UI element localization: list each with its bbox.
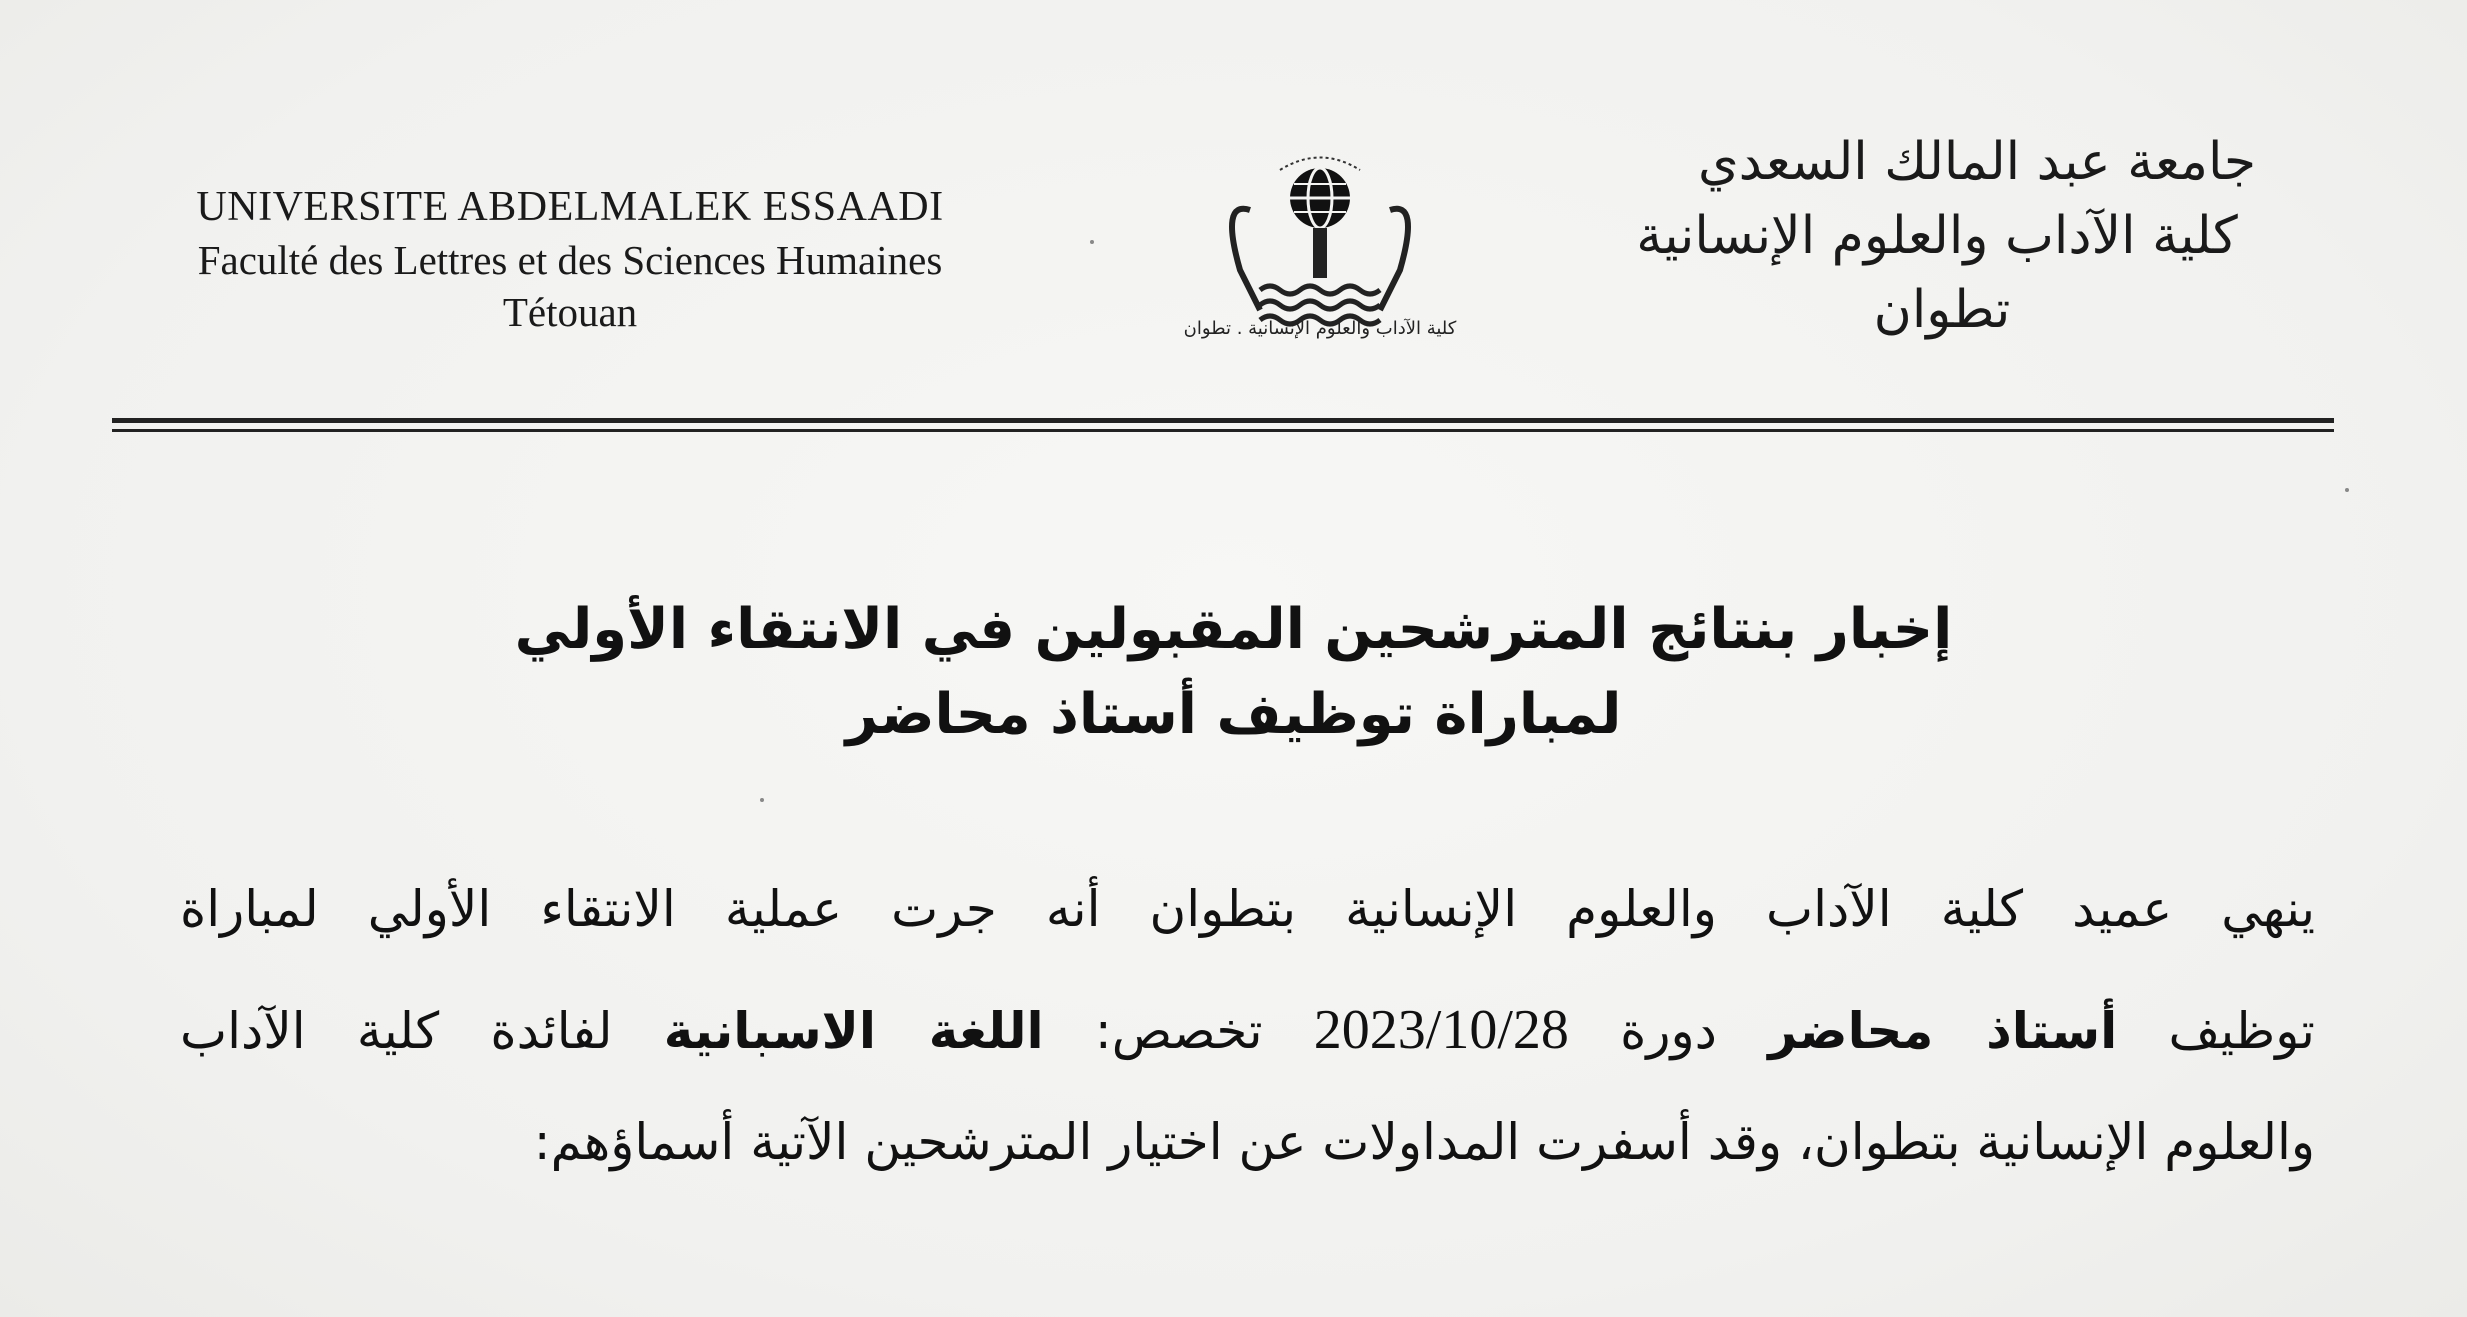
faculty-name-ar: كلية الآداب والعلوم الإنسانية	[1636, 206, 2238, 266]
session-label: دورة	[1620, 1002, 1717, 1060]
body-line-3: والعلوم الإنسانية بتطوان، وقد أسفرت المداولات عن اختيار المترشحين الآتية أسماؤهم:	[533, 1113, 2315, 1171]
body-line-1: ينهي عميد كلية الآداب والعلوم الإنسانية بتطوان أنه جرت عملية الانتقاء الأولي لمباراة	[180, 880, 2315, 938]
university-name-fr: UNIVERSITE ABDELMALEK ESSAADI	[196, 184, 944, 230]
logo-caption: كلية الآداب والعلوم الإنسانية . تطوان	[1183, 318, 1457, 339]
header-arabic	[1587, 125, 2287, 347]
specialty-value: اللغة الاسبانية	[663, 1002, 1044, 1060]
header-separator-thick	[112, 418, 2334, 423]
specialty-label: تخصص:	[1094, 1002, 1263, 1060]
announcement-title-line1: إخبار بنتائج المترشحين المقبولين في الانتقاء الأولي	[514, 597, 1953, 662]
body-word-recruitment: توظيف	[2168, 1002, 2315, 1060]
header-separator-thin	[112, 429, 2334, 432]
announcement-title-line2: لمباراة توظيف أستاذ محاضر	[845, 682, 1622, 747]
faculty-name-fr: Faculté des Lettres et des Sciences Humaines	[197, 237, 943, 283]
session-date: 2023/10/28	[1313, 999, 1569, 1061]
body-line-2	[180, 998, 2315, 1062]
university-name-ar: جامعة عبد المالك السعدي	[1697, 132, 2257, 192]
header-french	[150, 180, 990, 338]
scan-speck	[1090, 240, 1094, 244]
scan-speck	[2345, 488, 2349, 492]
position-title: أستاذ محاضر	[1768, 1002, 2118, 1060]
scan-speck	[760, 798, 764, 802]
body-line-2-end: لفائدة كلية الآداب	[180, 1002, 613, 1060]
city-name-ar: تطوان	[1873, 280, 2011, 340]
city-name-fr: Tétouan	[502, 289, 638, 335]
